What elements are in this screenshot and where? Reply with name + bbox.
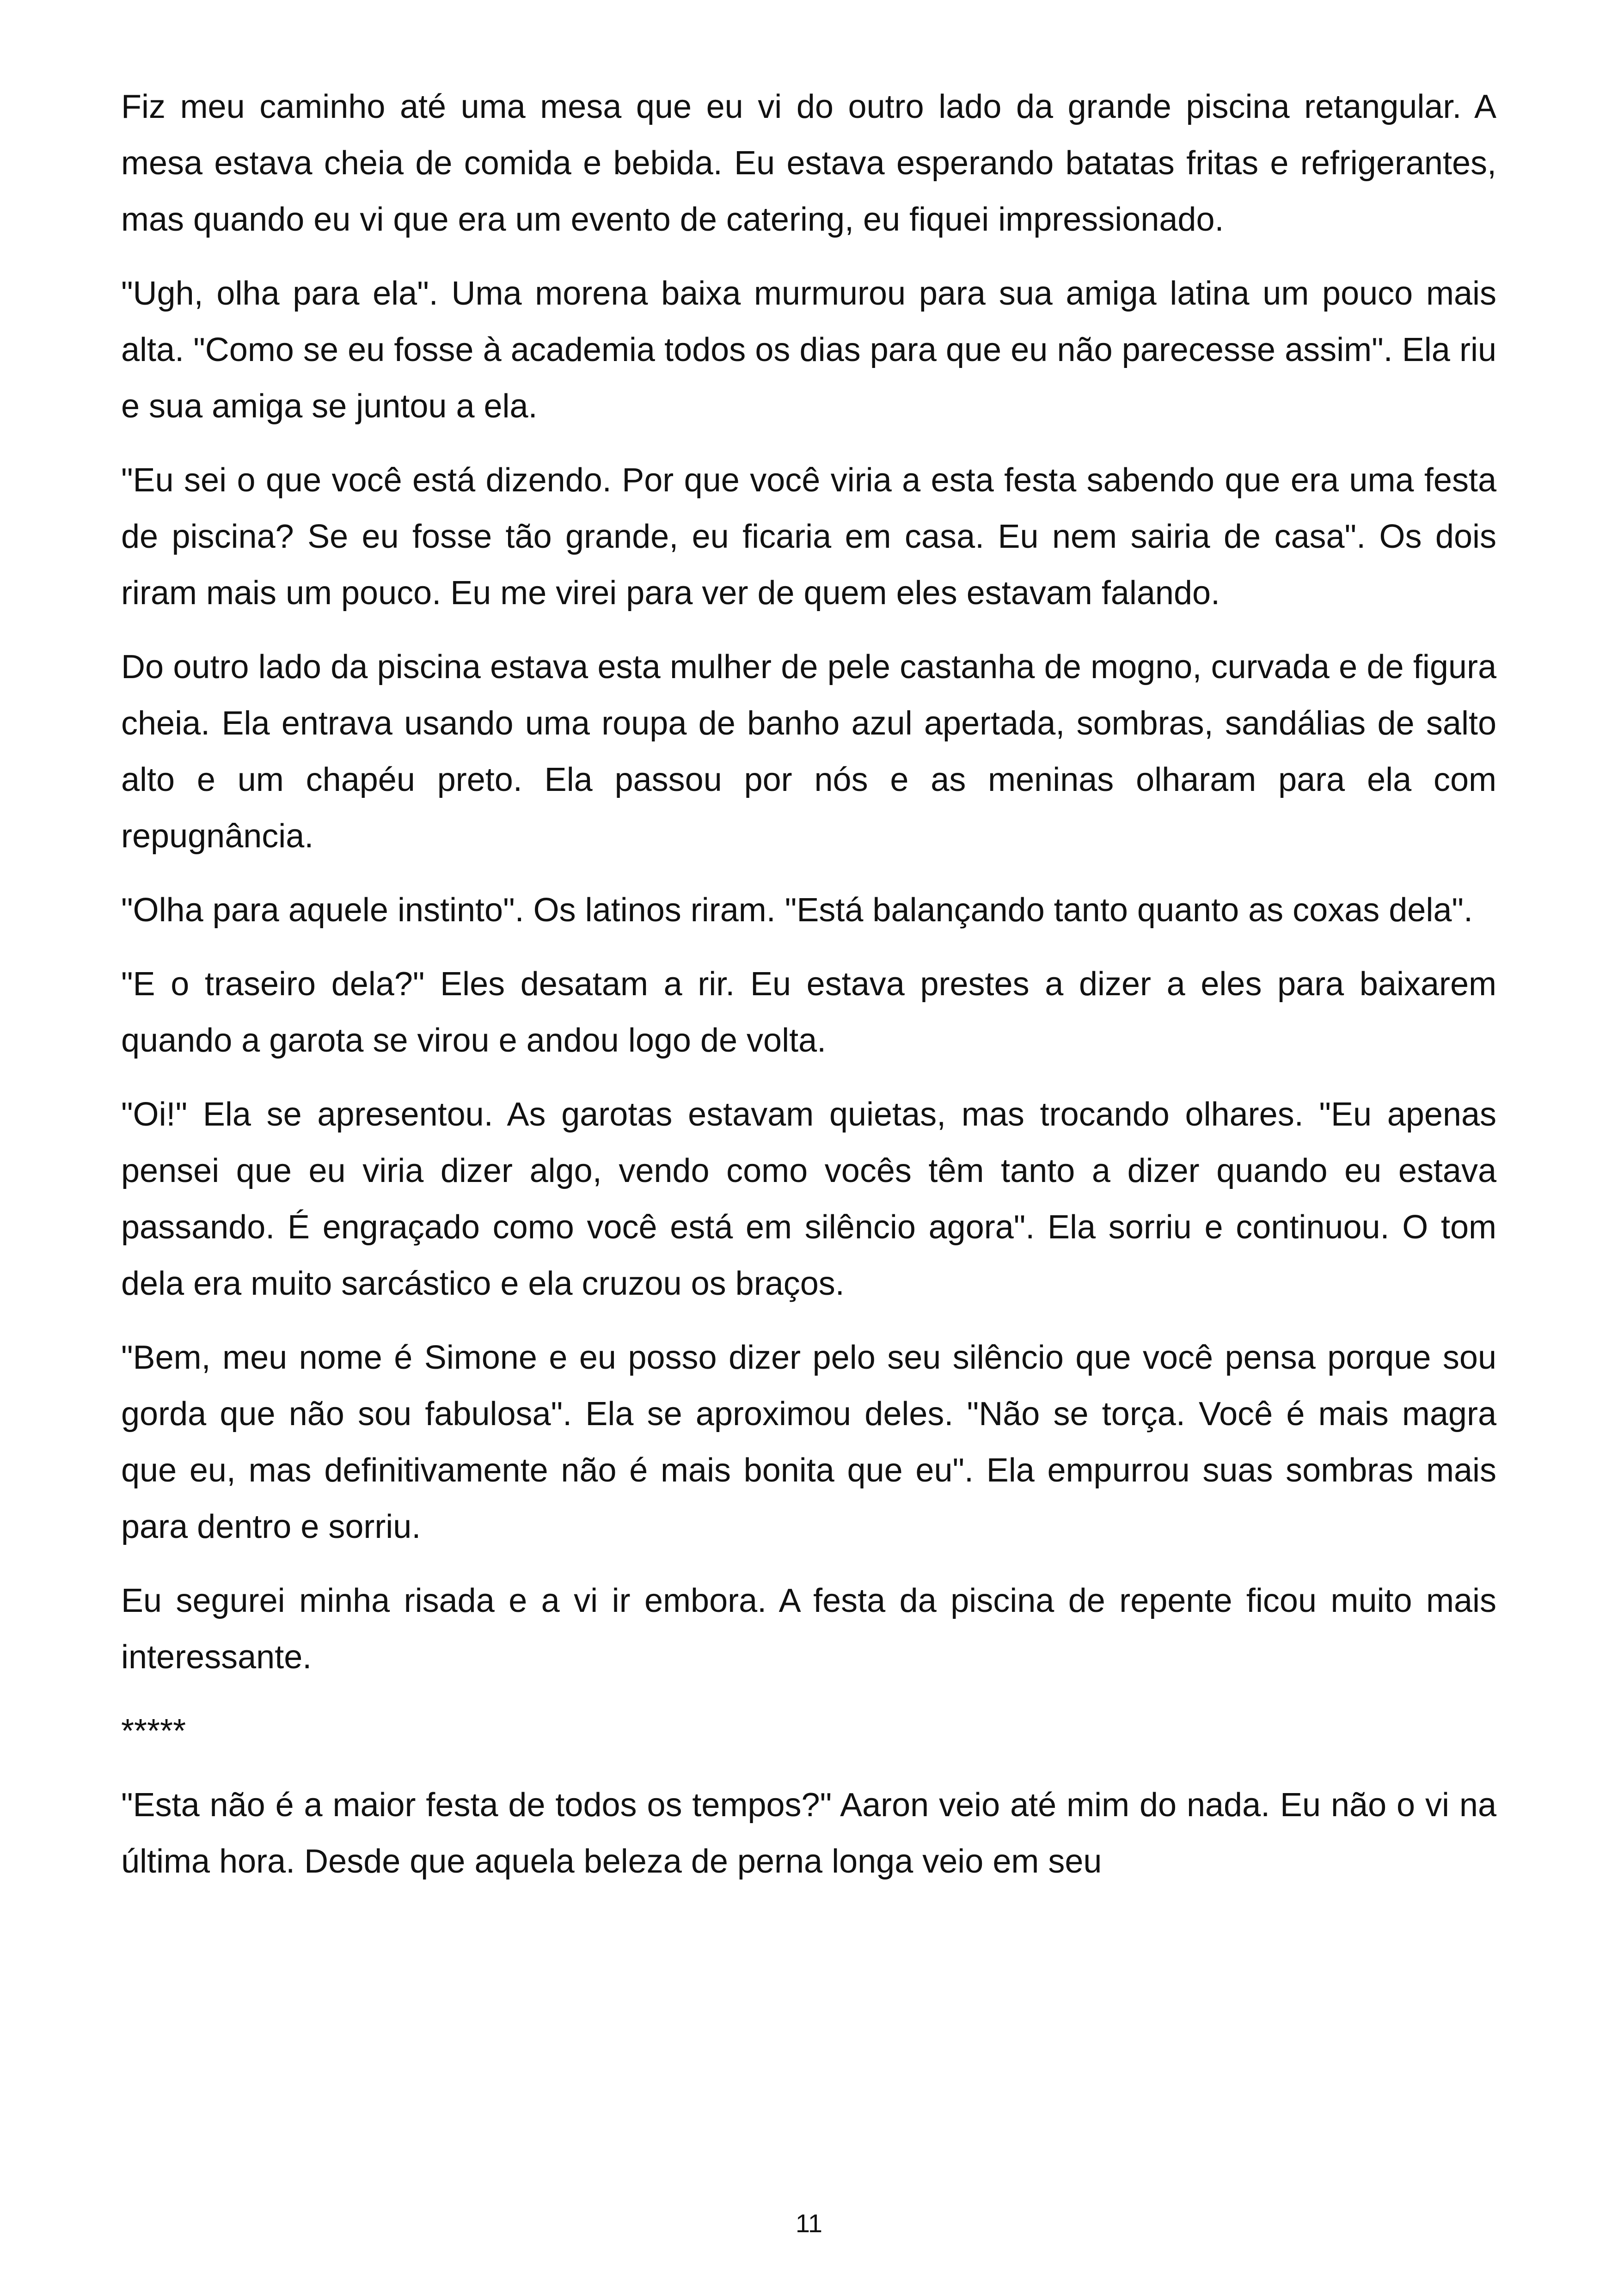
paragraph-10: "Esta não é a maior festa de todos os tempos?" Aaron veio até mim do nada. Eu não o vi na última hora. Desde que aquela beleza de perna longa veio em seu	[121, 1787, 1496, 1880]
paragraph-5: "Olha para aquele instinto". Os latinos riram. "Está balançando tanto quanto as coxas dela".	[121, 892, 1473, 929]
paragraph-1: Fiz meu caminho até uma mesa que eu vi do outro lado da grande piscina retangular. A mesa estava cheia de comida e bebida. Eu estava esperando batatas fritas e refrigerantes, mas quando eu vi que era um evento de catering, eu fiquei impressionado.	[121, 88, 1496, 238]
paragraph-8: "Bem, meu nome é Simone e eu posso dizer pelo seu silêncio que você pensa porque sou gorda que não sou fabulosa". Ela se aproximou deles. "Não se torça. Você é mais magra que eu, mas definitivamente não é mais bonita que eu". Ela empurrou suas sombras mais para dentro e sorriu.	[121, 1339, 1496, 1545]
paragraph-9: Eu segurei minha risada e a vi ir embora. A festa da piscina de repente ficou muito mais interessante.	[121, 1582, 1496, 1676]
document-body	[121, 79, 1496, 1907]
paragraph-6: "E o traseiro dela?" Eles desatam a rir. Eu estava prestes a dizer a eles para baixarem quando a garota se virou e andou logo de volta.	[121, 966, 1496, 1059]
scene-break: *****	[121, 1713, 186, 1750]
paragraph-4: Do outro lado da piscina estava esta mulher de pele castanha de mogno, curvada e de figura cheia. Ela entrava usando uma roupa de banho azul apertada, sombras, sandálias de salto alto e um chapéu preto. Ela passou por nós e as meninas olharam para ela com repugnância.	[121, 649, 1496, 855]
page-number: 11	[795, 2209, 823, 2238]
paragraph-3: "Eu sei o que você está dizendo. Por que você viria a esta festa sabendo que era uma festa de piscina? Se eu fosse tão grande, eu ficaria em casa. Eu nem sairia de casa". Os dois riram mais um pouco. Eu me virei para ver de quem eles estavam falando.	[121, 462, 1496, 612]
paragraph-2: "Ugh, olha para ela". Uma morena baixa murmurou para sua amiga latina um pouco mais alta. "Como se eu fosse à academia todos os dias para que eu não parecesse assim". Ela riu e sua amiga se juntou a ela.	[121, 275, 1496, 425]
paragraph-7: "Oi!" Ela se apresentou. As garotas estavam quietas, mas trocando olhares. "Eu apenas pensei que eu viria dizer algo, vendo como vocês têm tanto a dizer quando eu estava passando. É engraçado como você está em silêncio agora". Ela sorriu e continuou. O tom dela era muito sarcástico e ela cruzou os braços.	[121, 1096, 1496, 1302]
